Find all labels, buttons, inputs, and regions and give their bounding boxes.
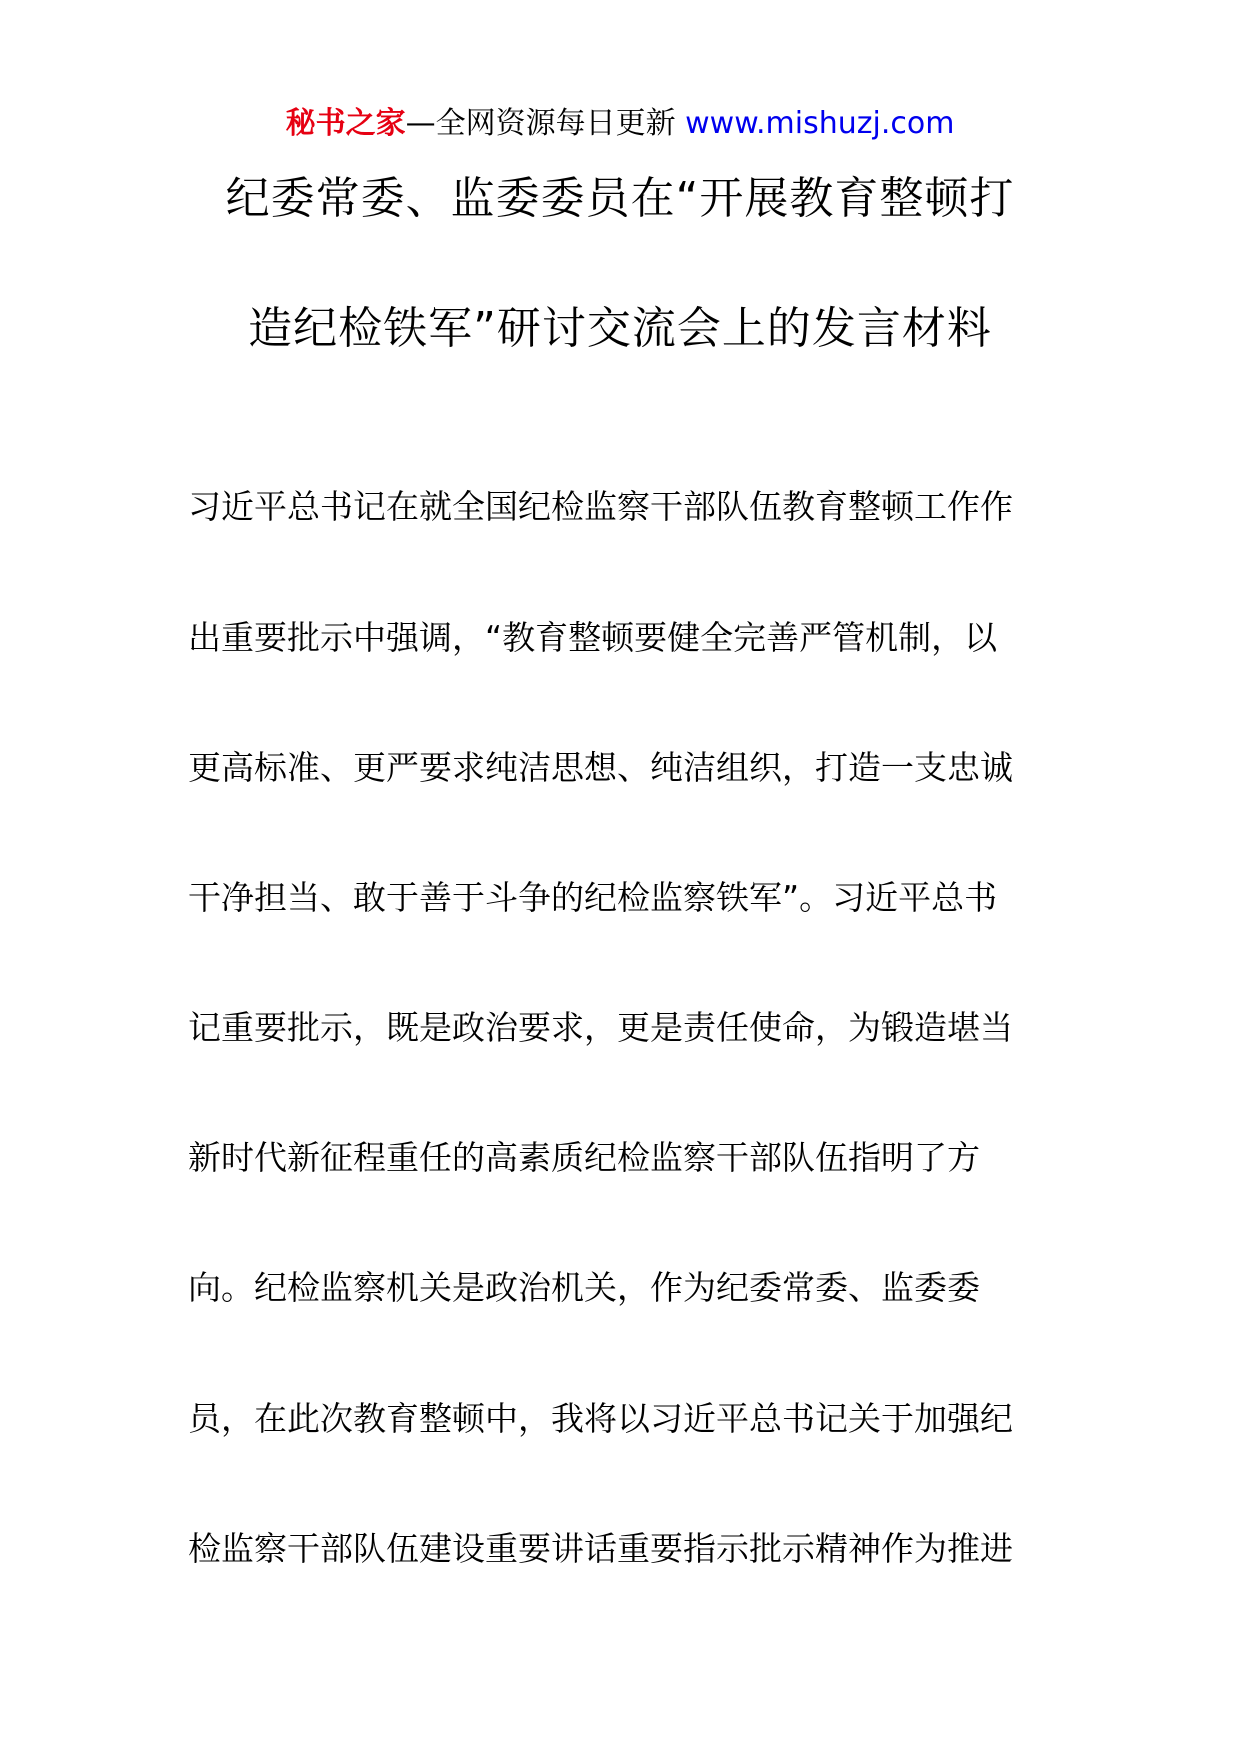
body-line: 出重要批示中强调，“教育整顿要健全完善严管机制，以 [188, 618, 998, 657]
document-title-line-2: 造纪检铁军”研讨交流会上的发言材料 [248, 303, 992, 354]
brand-name: 秘书之家 [285, 106, 406, 141]
body-line: 检监察干部队伍建设重要讲话重要指示批示精神作为推进 [188, 1529, 1013, 1568]
body-line: 记重要批示，既是政治要求，更是责任使命，为锻造堪当 [188, 1008, 1013, 1047]
body-line: 更高标准、更严要求纯洁思想、纯洁组织，打造一支忠诚 [188, 748, 1013, 787]
body-line: 新时代新征程重任的高素质纪检监察干部队伍指明了方 [188, 1138, 980, 1177]
body-line: 习近平总书记在就全国纪检监察干部队伍教育整顿工作作 [188, 487, 1013, 526]
site-header [0, 100, 1240, 148]
site-link[interactable]: www.mishuzj.com [685, 106, 955, 141]
header-tagline: —全网资源每日更新 [405, 106, 676, 141]
body-line: 干净担当、敢于善于斗争的纪检监察铁军”。习近平总书 [188, 878, 998, 917]
body-line: 向。纪检监察机关是政治机关，作为纪委常委、监委委 [188, 1268, 980, 1307]
document-title-line-1: 纪委常委、监委委员在“开展教育整顿打 [225, 173, 1015, 224]
body-line: 员，在此次教育整顿中，我将以习近平总书记关于加强纪 [188, 1399, 1013, 1438]
